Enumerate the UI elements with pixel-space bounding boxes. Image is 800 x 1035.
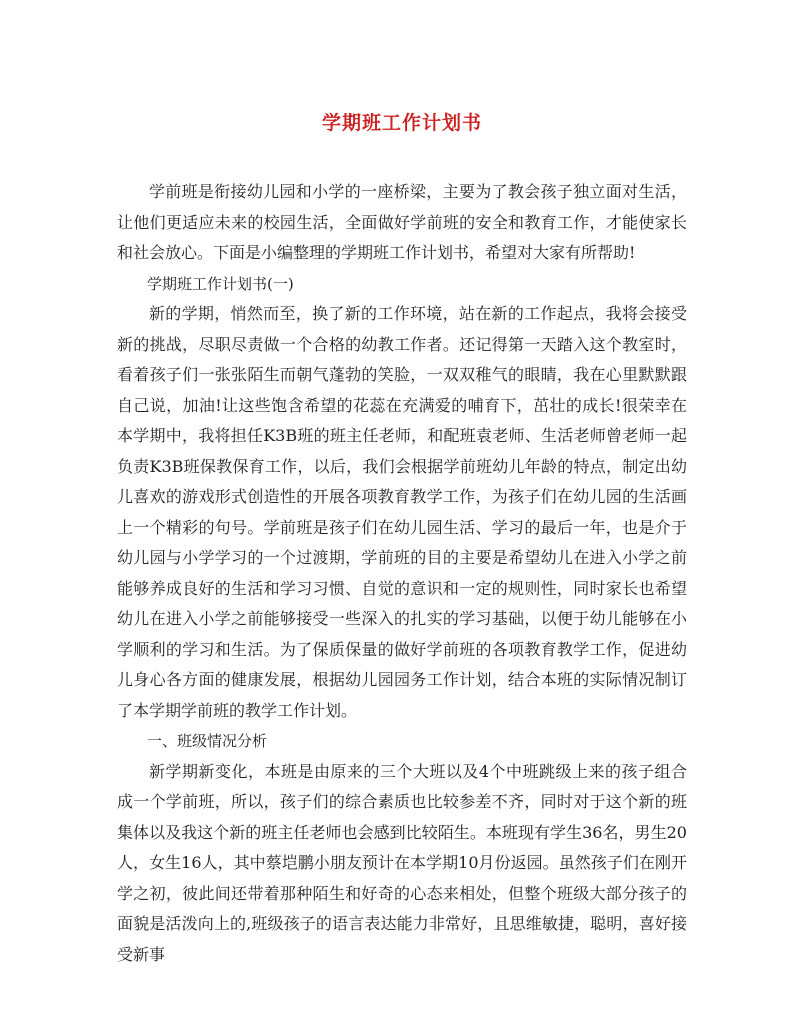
heading-class-analysis: 一、班级情况分析 bbox=[147, 732, 268, 750]
document-page bbox=[117, 108, 687, 970]
document-title: 学期班工作计划书 bbox=[321, 112, 482, 134]
paragraph-2: 新学期新变化，本班是由原来的三个大班以及4个中班跳级上来的孩子组合成一个学前班，所以，孩子们的综合素质也比较参差不齐，同时对于这个新的班集体以及我这个新的班主任老师也会感到比较陌生。本班现有学生36名，男生20人，女生16人，其中蔡垲鹏小朋友预计在本学期10月份返园。虽然孩子们在刚开学之初，彼此间还带着那种陌生和好奇的心态来相处，但整个班级大部分孩子的面貌是活泼向上的,班级孩子的语言表达能力非常好，且思维敏捷，聪明，喜好接受新事 bbox=[117, 761, 687, 964]
section-title: 学期班工作计划书(一) bbox=[147, 274, 294, 293]
intro-paragraph: 学前班是衔接幼儿园和小学的一座桥梁，主要为了教会孩子独立面对生活，让他们更适应未来的校园生活，全面做好学前班的安全和教育工作，才能使家长和社会放心。下面是小编整理的学期班工作计划书，希望对大家有所帮助! bbox=[117, 182, 687, 262]
paragraph-1: 新的学期，悄然而至，换了新的工作环境，站在新的工作起点，我将会接受新的挑战，尽职尽责做一个合格的幼教工作者。还记得第一天踏入这个教室时，看着孩子们一张张陌生而朝气蓬勃的笑脸，一双双稚气的眼睛，我在心里默默跟自己说，加油!让这些饱含希望的花蕊在充满爱的哺育下，茁壮的成长!很荣幸在本学期中，我将担任K3B班的班主任老师，和配班袁老师、生活老师曾老师一起负责K3B班保教保育工作，以后，我们会根据学前班幼儿年龄的特点，制定出幼儿喜欢的游戏形式创造性的开展各项教育教学工作，为孩子们在幼儿园的生活画上一个精彩的句号。学前班是孩子们在幼儿园生活、学习的最后一年，也是介于幼儿园与小学学习的一个过渡期，学前班的目的主要是希望幼儿在进入小学之前能够养成良好的生活和学习习惯、自觉的意识和一定的规则性，同时家长也希望幼儿在进入小学之前能够接受一些深入的扎实的学习基础，以便于幼儿能够在小学顺利的学习和生活。为了保质保量的做好学前班的各项教育教学工作，促进幼儿身心各方面的健康发展，根据幼儿园园务工作计划，结合本班的实际情况制订了本学期学前班的教学工作计划。 bbox=[117, 304, 687, 720]
